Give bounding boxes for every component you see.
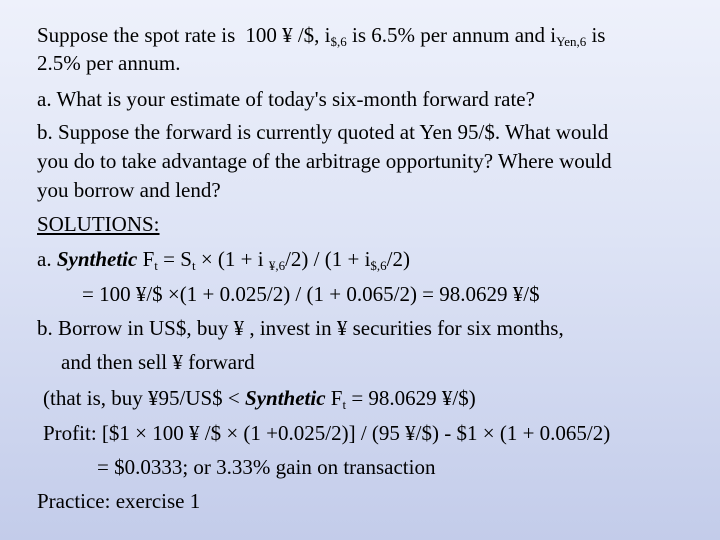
subscript: $,6	[330, 34, 347, 49]
question-b-line-1: b. Suppose the forward is currently quoted at Yen 95/$. What would	[37, 120, 609, 144]
solution-text: a.	[37, 247, 57, 271]
solution-text: × (1 + i	[195, 247, 269, 271]
synthetic-label: Synthetic	[245, 386, 326, 410]
solutions-heading: SOLUTIONS:	[37, 212, 160, 236]
solution-text: /2)	[386, 247, 410, 271]
subscript: t	[191, 258, 196, 273]
subscript: t	[342, 397, 347, 412]
solution-a-result: = 100 ¥/$ ×(1 + 0.025/2) / (1 + 0.065/2) = 98.0629 ¥/$	[82, 282, 540, 306]
problem-text: is 6.5% per annum and i	[346, 23, 557, 47]
solution-text: F	[325, 386, 343, 410]
subscript: $,6	[370, 258, 387, 273]
problem-text: 100 ¥ /$, i	[245, 23, 331, 47]
problem-line-1	[37, 23, 605, 47]
question-b-line-2: you do to take advantage of the arbitrage opportunity? Where would	[37, 149, 612, 173]
solution-text: /2) / (1 + i	[285, 247, 371, 271]
solution-text: = S	[157, 247, 192, 271]
subscript: ¥,6	[268, 258, 286, 273]
solution-text: = 98.0629 ¥/$)	[346, 386, 476, 410]
synthetic-label: Synthetic	[56, 247, 138, 271]
problem-line-2: 2.5% per annum.	[37, 51, 181, 75]
question-a: a. What is your estimate of today's six-month forward rate?	[37, 87, 535, 111]
problem-text: Suppose the spot rate is	[37, 23, 236, 47]
profit-line: Profit: [$1 × 100 ¥ /$ × (1 +0.025/2)] / (95 ¥/$) - $1 × (1 + 0.065/2)	[43, 421, 611, 445]
solution-text: (that is, buy ¥95/US$ <	[43, 386, 246, 410]
problem-text: is	[586, 23, 606, 47]
solution-a-formula	[37, 247, 410, 271]
solution-b-line-3	[43, 386, 476, 410]
solution-text: F	[137, 247, 155, 271]
solution-b-line-1: b. Borrow in US$, buy ¥ , invest in ¥ securities for six months,	[37, 316, 564, 340]
subscript: Yen,6	[556, 34, 587, 49]
practice-line: Practice: exercise 1	[37, 489, 201, 513]
subscript: t	[154, 258, 158, 273]
profit-result: = $0.0333; or 3.33% gain on transaction	[97, 455, 436, 479]
solution-b-line-2: and then sell ¥ forward	[61, 350, 255, 374]
question-b-line-3: you borrow and lend?	[37, 178, 221, 202]
